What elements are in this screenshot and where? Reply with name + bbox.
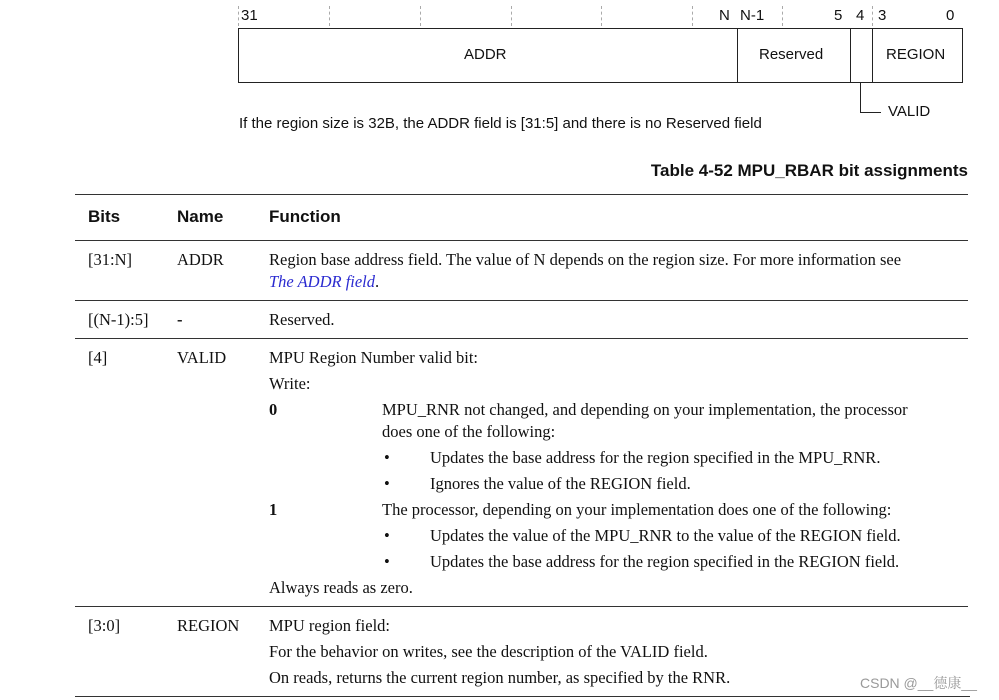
- valid-leader-line: [860, 83, 881, 113]
- table-rule: [75, 338, 968, 339]
- cell-name: -: [177, 310, 183, 329]
- cell-bits: [31:N]: [88, 250, 132, 269]
- read-note: Always reads as zero.: [269, 578, 413, 597]
- cell-function: Region base address field. The value of N depends on the region size. For more information see: [269, 250, 902, 269]
- value-1: 1: [269, 500, 278, 519]
- addr-field-link[interactable]: The ADDR field: [269, 272, 376, 291]
- value-0: 0: [269, 400, 278, 419]
- field-divider: [737, 28, 738, 83]
- field-divider: [872, 28, 873, 83]
- bit-tick: [420, 6, 421, 26]
- bullet: •: [384, 474, 390, 493]
- field-valid: VALID: [888, 103, 931, 120]
- table-rule: [75, 240, 968, 241]
- value-1-desc: The processor, depending on your implementation does one of the following:: [382, 500, 892, 519]
- cell-function: Reserved.: [269, 310, 335, 329]
- bit-label: 0: [946, 7, 955, 24]
- punct: .: [375, 272, 380, 291]
- bit-label: 3: [878, 7, 887, 24]
- cell-function: MPU Region Number valid bit:: [269, 348, 478, 367]
- value-0-desc: MPU_RNR not changed, and depending on your implementation, the processor: [382, 400, 908, 419]
- table-title: Table 4-52 MPU_RBAR bit assignments: [650, 161, 968, 180]
- bit-label: N: [719, 7, 730, 24]
- bullet-text: Ignores the value of the REGION field.: [430, 474, 691, 493]
- cell-bits: [(N-1):5]: [88, 310, 149, 329]
- field-region: REGION: [886, 46, 946, 63]
- cell-name: REGION: [177, 616, 240, 635]
- table-rule: [75, 300, 968, 301]
- bullet-text: Updates the value of the MPU_RNR to the value of the REGION field.: [430, 526, 901, 545]
- bit-tick: [692, 6, 693, 26]
- bit-tick: [329, 6, 330, 26]
- bit-tick: [601, 6, 602, 26]
- bullet-text: Updates the base address for the region specified in the REGION field.: [430, 552, 900, 571]
- bullet: •: [384, 526, 390, 545]
- bullet: •: [384, 448, 390, 467]
- register-box: [238, 28, 963, 83]
- diagram-note: If the region size is 32B, the ADDR field is [31:5] and there is no Reserved field: [239, 115, 762, 132]
- bullet-text: Updates the base address for the region specified in the MPU_RNR.: [430, 448, 881, 467]
- cell-function-line: On reads, returns the current region number, as specified by the RNR.: [269, 668, 731, 687]
- bit-tick: [238, 6, 239, 26]
- field-addr: ADDR: [464, 46, 507, 63]
- cell-function: MPU region field:: [269, 616, 390, 635]
- field-divider: [850, 28, 851, 83]
- bit-tick: [782, 6, 783, 26]
- watermark: CSDN @__德康__: [860, 675, 977, 691]
- bit-label: 4: [856, 7, 865, 24]
- header-function: Function: [269, 207, 341, 226]
- bit-label: N-1: [740, 7, 765, 24]
- table-rule: [75, 606, 968, 607]
- bit-label: 5: [834, 7, 843, 24]
- bit-tick: [872, 6, 873, 26]
- write-label: Write:: [269, 374, 311, 393]
- table-rule: [75, 696, 970, 697]
- cell-name: ADDR: [177, 250, 224, 269]
- table-rule: [75, 194, 968, 195]
- cell-name: VALID: [177, 348, 227, 367]
- cell-bits: [3:0]: [88, 616, 121, 635]
- header-bits: Bits: [88, 207, 121, 226]
- cell-function-line: For the behavior on writes, see the description of the VALID field.: [269, 642, 708, 661]
- cell-bits: [4]: [88, 348, 108, 367]
- bit-label: 31: [241, 7, 258, 24]
- header-name: Name: [177, 207, 224, 226]
- bit-tick: [511, 6, 512, 26]
- field-reserved: Reserved: [759, 46, 824, 63]
- value-0-desc: does one of the following:: [382, 422, 556, 441]
- bullet: •: [384, 552, 390, 571]
